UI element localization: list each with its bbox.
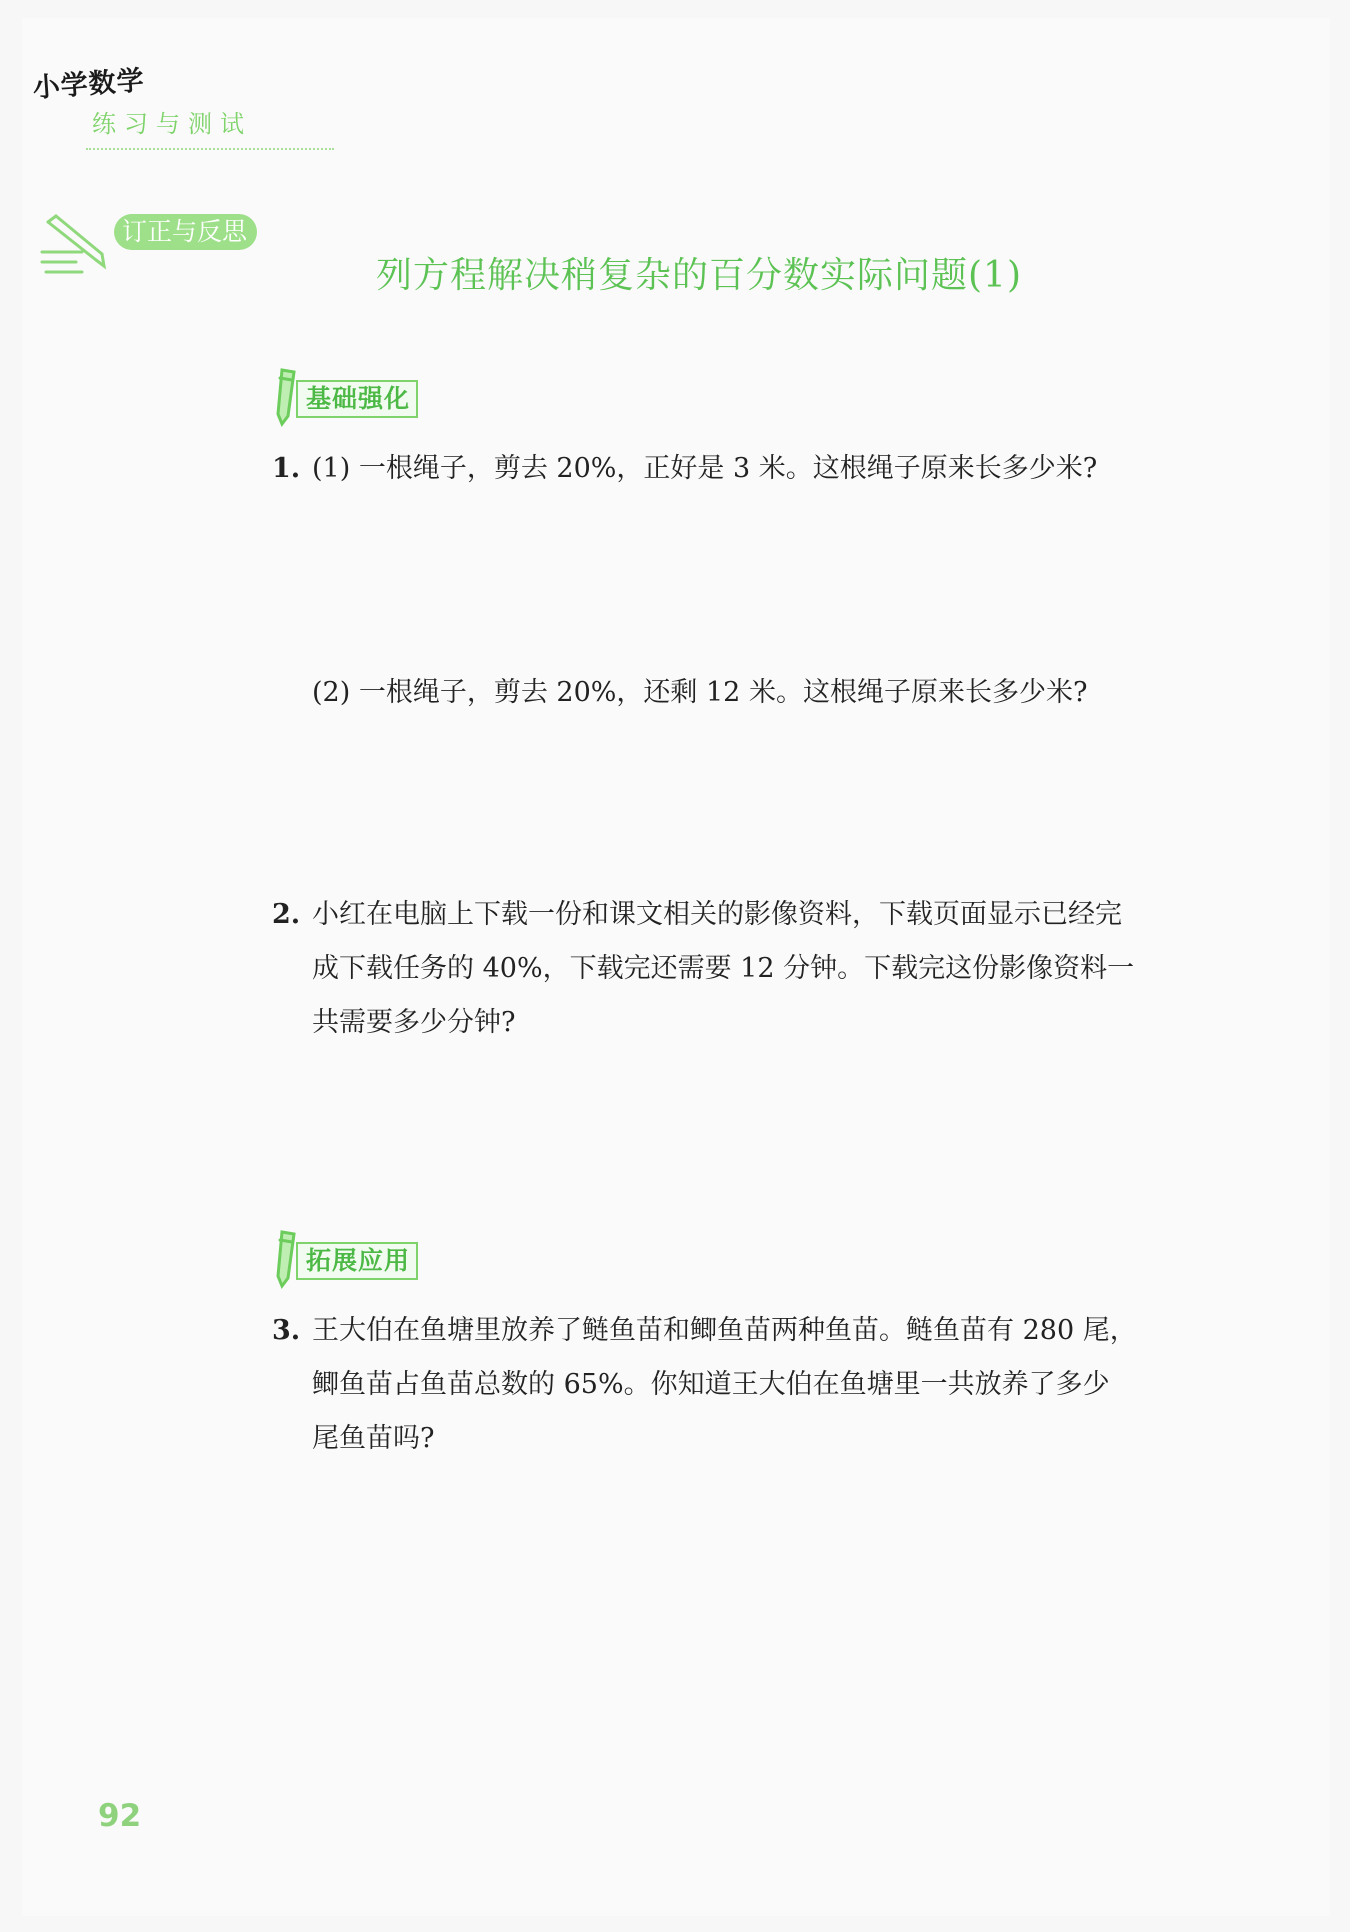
question-1-part-1: (1) 一根绳子，剪去 20%，正好是 3 米。这根绳子原来长多少米?: [312, 453, 1098, 484]
series-subtitle: 练习与测试: [92, 110, 252, 138]
correction-label: 订正与反思: [114, 214, 257, 250]
question-3-line-3: 尾鱼苗吗?: [312, 1423, 435, 1454]
section-label-extension: 拓展应用: [296, 1242, 418, 1280]
series-title: 小学数学: [31, 65, 146, 105]
series-divider: [86, 148, 334, 150]
question-number: 2.: [272, 899, 301, 930]
correction-reflection-tab: [38, 210, 248, 280]
question-3-line-1: 王大伯在鱼塘里放养了鲢鱼苗和鲫鱼苗两种鱼苗。鲢鱼苗有 280 尾，: [312, 1315, 1137, 1346]
section-label-basic: 基础强化: [296, 380, 418, 418]
section-header-basic: [274, 366, 444, 422]
question-3: [272, 1304, 1232, 1466]
question-2: [272, 888, 1232, 1050]
pencil-lines-icon: [38, 210, 118, 280]
question-1: [272, 442, 1232, 496]
question-3-line-2: 鲫鱼苗占鱼苗总数的 65%。你知道王大伯在鱼塘里一共放养了多少: [312, 1369, 1110, 1400]
question-1-part-2: (2) 一根绳子，剪去 20%，还剩 12 米。这根绳子原来长多少米?: [312, 677, 1088, 708]
question-2-line-2: 成下载任务的 40%，下载完还需要 12 分钟。下载完这份影像资料一: [312, 953, 1135, 984]
question-number: 1.: [272, 453, 301, 484]
page-number: 92: [98, 1798, 142, 1834]
question-number: 3.: [272, 1315, 301, 1346]
question-2-line-1: 小红在电脑上下载一份和课文相关的影像资料，下载页面显示已经完: [312, 899, 1122, 930]
lesson-title: 列方程解决稍复杂的百分数实际问题(1): [376, 255, 1022, 296]
section-header-extension: [274, 1228, 444, 1284]
question-2-line-3: 共需要多少分钟?: [312, 1007, 516, 1038]
